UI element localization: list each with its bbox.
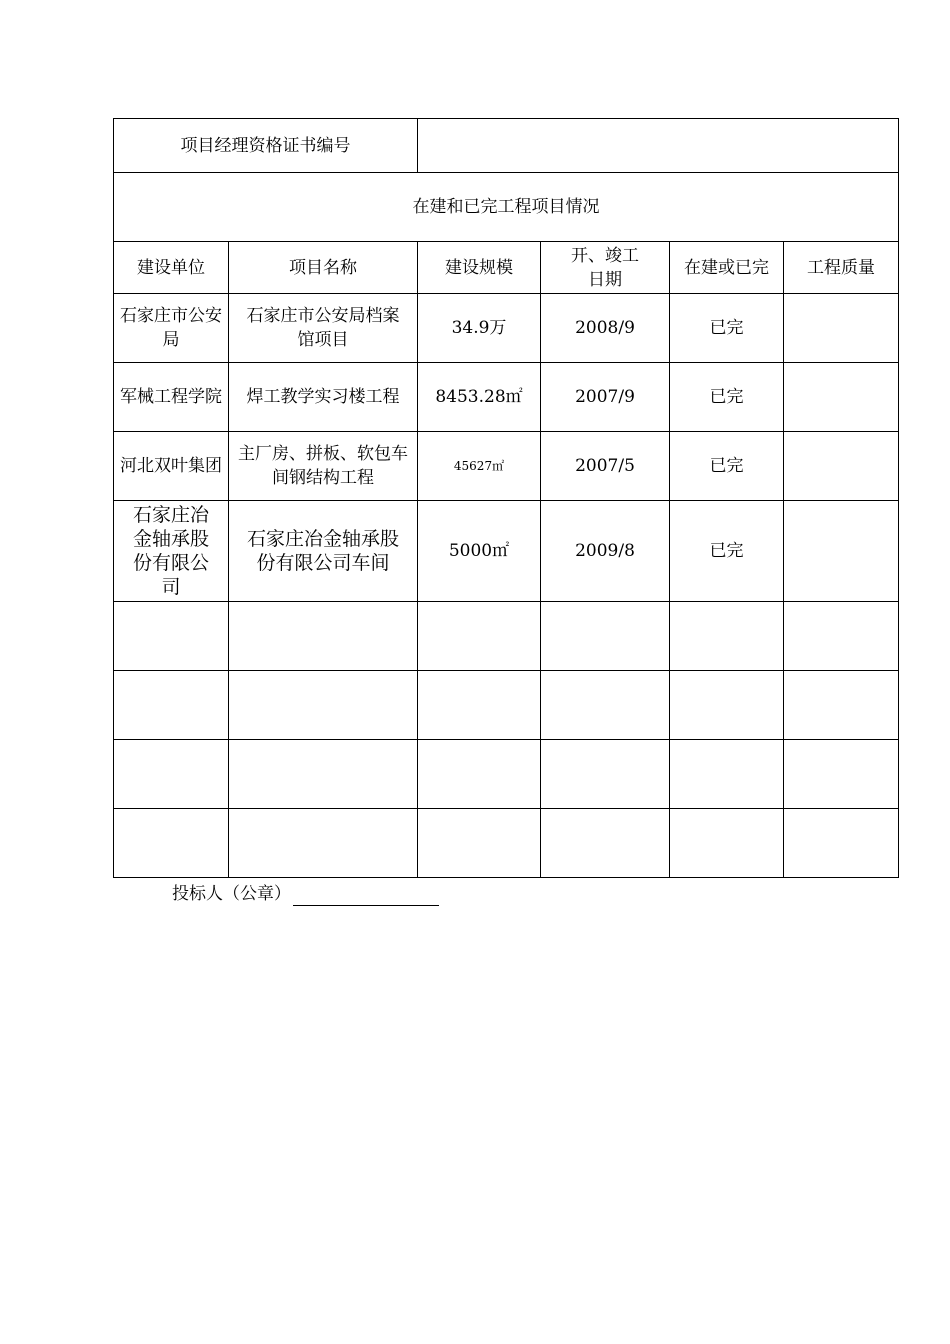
header-status: 在建或已完 bbox=[670, 242, 784, 294]
cell-scale: 34.9万 bbox=[418, 294, 541, 363]
cell-project-name: 石家庄市公安局档案馆项目 bbox=[229, 294, 418, 363]
table-row bbox=[114, 432, 899, 501]
header-row bbox=[114, 242, 899, 294]
cell-scale: 45627㎡ bbox=[418, 432, 541, 501]
cell-unit: 军械工程学院 bbox=[114, 363, 229, 432]
cell-status: 已完 bbox=[670, 294, 784, 363]
cert-row bbox=[114, 119, 899, 173]
table-row bbox=[114, 363, 899, 432]
table-row bbox=[114, 501, 899, 602]
header-project-name: 项目名称 bbox=[229, 242, 418, 294]
cell-status: 已完 bbox=[670, 363, 784, 432]
cell-quality bbox=[784, 294, 899, 363]
cell-project-name: 主厂房、拼板、软包车间钢结构工程 bbox=[229, 432, 418, 501]
cell-unit: 河北双叶集团 bbox=[114, 432, 229, 501]
cert-label: 项目经理资格证书编号 bbox=[114, 119, 418, 173]
cell-date: 2008/9 bbox=[541, 294, 670, 363]
cell-status: 已完 bbox=[670, 501, 784, 602]
header-dates: 开、竣工日期 bbox=[541, 242, 670, 294]
section-title: 在建和已完工程项目情况 bbox=[114, 173, 899, 242]
section-row bbox=[114, 173, 899, 242]
header-quality: 工程质量 bbox=[784, 242, 899, 294]
empty-row bbox=[114, 740, 899, 809]
empty-row bbox=[114, 602, 899, 671]
cell-quality bbox=[784, 363, 899, 432]
cell-project-name: 石家庄冶金轴承股份有限公司车间 bbox=[229, 501, 418, 602]
cell-project-name: 焊工教学实习楼工程 bbox=[229, 363, 418, 432]
header-unit: 建设单位 bbox=[114, 242, 229, 294]
empty-row bbox=[114, 809, 899, 878]
cell-status: 已完 bbox=[670, 432, 784, 501]
empty-row bbox=[114, 671, 899, 740]
cell-quality bbox=[784, 432, 899, 501]
header-scale: 建设规模 bbox=[418, 242, 541, 294]
cert-value bbox=[418, 119, 899, 173]
cell-date: 2007/5 bbox=[541, 432, 670, 501]
signature-line bbox=[293, 887, 439, 906]
project-info-table bbox=[113, 118, 899, 878]
cell-scale: 5000㎡ bbox=[418, 501, 541, 602]
cell-scale: 8453.28㎡ bbox=[418, 363, 541, 432]
cell-date: 2009/8 bbox=[541, 501, 670, 602]
cell-unit: 石家庄市公安局 bbox=[114, 294, 229, 363]
table-row bbox=[114, 294, 899, 363]
cell-unit: 石家庄冶金轴承股份有限公司 bbox=[114, 501, 229, 602]
bidder-signature bbox=[172, 882, 439, 906]
cell-date: 2007/9 bbox=[541, 363, 670, 432]
cell-quality bbox=[784, 501, 899, 602]
bidder-seal-label: 投标人（公章） bbox=[172, 884, 291, 904]
